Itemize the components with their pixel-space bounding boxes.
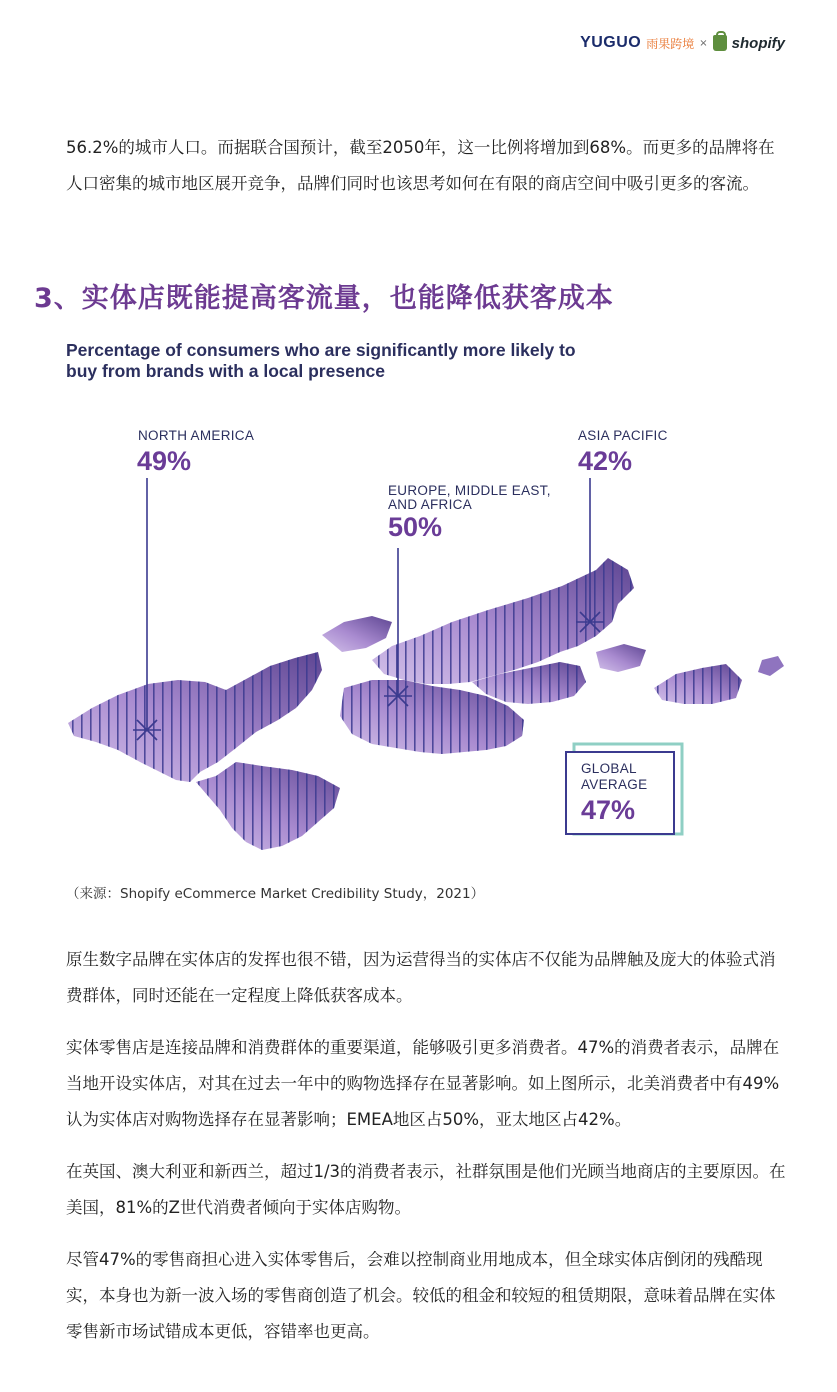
body-paragraph: 实体零售店是连接品牌和消费群体的重要渠道，能够吸引更多消费者。47%的消费者表示，品牌在当地开设实体店，对其在过去一年中的购物选择存在显著影响。如上图所示，北美消费者中有49%认为实体店对购物选择存在显著影响；EMEA地区占50%，亚太地区占42%。 xyxy=(66,1038,780,1129)
greenland-shape xyxy=(322,616,392,652)
north-america-value: 49% xyxy=(137,446,192,476)
emea-label-line-1: EUROPE, MIDDLE EAST, xyxy=(388,483,551,498)
yuguo-logo: YUGUO xyxy=(580,34,642,51)
emea-label-line-2: AND AFRICA xyxy=(388,497,473,512)
asia-pacific-callout xyxy=(576,428,668,632)
emea-value: 50% xyxy=(388,512,443,542)
north-america-label: NORTH AMERICA xyxy=(138,428,255,443)
global-average-value: 47% xyxy=(581,795,636,825)
world-map-chart xyxy=(0,390,837,860)
body-paragraph: 尽管47%的零售商担心进入实体零售后，会难以控制商业用地成本，但全球实体店倒闭的残酷现实，本身也为新一波入场的零售商创造了机会。较低的租金和较短的租赁期限，意味着品牌在实体零售新市场试错成本更低，容错率也更高。 xyxy=(66,1250,776,1341)
shopify-logo: shopify xyxy=(731,34,785,52)
asia-pacific-label: ASIA PACIFIC xyxy=(578,428,668,443)
yuguo-logo-cn: 雨果跨境 xyxy=(646,36,695,51)
shopify-bag-icon xyxy=(713,35,727,51)
global-average-box xyxy=(566,744,682,834)
intro-paragraph: 56.2%的城市人口。而据联合国预计，截至2050年，这一比例将增加到68%。而更多的品牌将在人口密集的城市地区展开竞争，品牌们同时也该思考如何在有限的商店空间中吸引更多的客流。 xyxy=(66,138,775,193)
source-note: （来源：Shopify eCommerce Market Credibility Study，2021） xyxy=(66,886,485,902)
body-paragraph: 在英国、澳大利亚和新西兰，超过1/3的消费者表示，社群氛围是他们光顾当地商店的主要原因。在美国，81%的Z世代消费者倾向于实体店购物。 xyxy=(66,1162,786,1217)
asia-pacific-value: 42% xyxy=(578,446,633,476)
global-average-label-line-2: AVERAGE xyxy=(581,777,648,792)
chart-title: Percentage of consumers who are significantly more likely to buy from brands with a local presence xyxy=(66,340,576,381)
southeast-asia-shape xyxy=(596,644,646,672)
logo-separator: × xyxy=(699,37,708,49)
body-paragraph: 原生数字品牌在实体店的发挥也很不错，因为运营得当的实体店不仅能为品牌触及庞大的体验式消费群体，同时还能在一定程度上降低获客成本。 xyxy=(66,950,776,1005)
new-zealand-shape xyxy=(758,656,784,676)
brand-header xyxy=(580,34,785,52)
section-title: 3、实体店既能提高客流量，也能降低获客成本 xyxy=(34,283,614,314)
global-average-label-line-1: GLOBAL xyxy=(581,761,637,776)
